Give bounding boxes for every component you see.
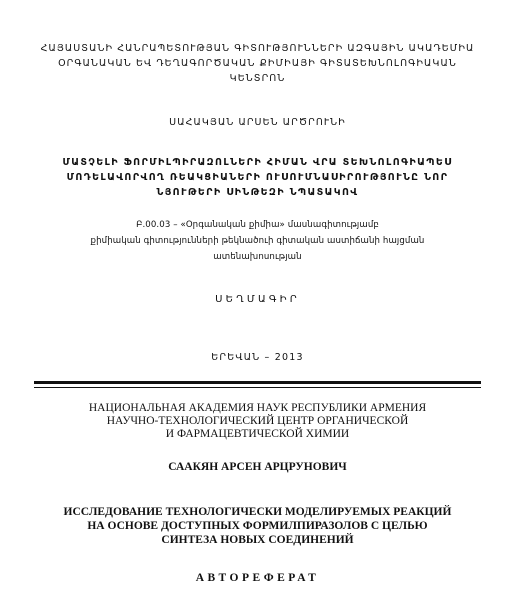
- ru-title-line-1: ИССЛЕДОВАНИЕ ТЕХНОЛОГИЧЕСКИ МОДЕЛИРУЕМЫХ РЕАКЦИЙ: [63, 506, 452, 518]
- divider-thick: [34, 381, 481, 384]
- hy-title-line-2: ՄՈԴԵԼԱՎՈՐՎՈՂ ՌԵԱԿՑԻԱՆԵՐԻ ՈՒՍՈՒՄՆԱՍԻՐՈՒԹՅՈՒՆԸ ՆՈՐ: [66, 172, 449, 183]
- ru-author: СААКЯН АРСЕН АРЦРУНОВИЧ: [168, 461, 347, 473]
- hy-specialty-line-3: ատենախոսության: [213, 252, 302, 262]
- ru-doc-type: АВТОРЕФЕРАТ: [195, 572, 320, 584]
- ru-title-line-3: СИНТЕЗА НОВЫХ СОЕДИНЕНИЙ: [161, 534, 354, 546]
- hy-institution-line-1: ՀԱՅԱՍՏԱՆԻ ՀԱՆՐԱՊԵՏՈՒԹՅԱՆ ԳԻՏՈՒԹՅՈՒՆՆԵՐԻ ԱԶԳԱՅԻՆ ԱԿԱԴԵՄԻԱ: [40, 43, 475, 54]
- hy-city-year: ԵՐԵՎԱՆ – 2013: [211, 352, 304, 363]
- hy-title-line-3: ՆՅՈՒԹԵՐԻ ՍԻՆԹԵԶԻ ՆՊԱՏԱԿՈՎ: [156, 187, 359, 198]
- hy-doc-type: ՍԵՂՄԱԳԻՐ: [215, 294, 300, 305]
- hy-specialty-line-1: Բ.00.03 – «Օրգանական քիմիա» մասնագիտությամբ: [136, 220, 379, 230]
- ru-institution-line-1: НАЦИОНАЛЬНАЯ АКАДЕМИЯ НАУК РЕСПУБЛИКИ АРМЕНИЯ: [88, 402, 427, 414]
- hy-specialty-line-2: քիմիական գիտությունների թեկնածուի գիտական աստիճանի հայցման: [90, 236, 425, 246]
- ru-institution-line-2: НАУЧНО-ТЕХНОЛОГИЧЕСКИЙ ЦЕНТР ОРГАНИЧЕСКОЙ: [106, 415, 409, 427]
- ru-institution-line-3: И ФАРМАЦЕВТИЧЕСКОЙ ХИМИИ: [165, 428, 350, 440]
- divider-thin: [34, 387, 481, 388]
- hy-institution-line-2: ՕՐԳԱՆԱԿԱՆ ԵՎ ԴԵՂԱԳՈՐԾԱԿԱՆ ՔԻՄԻԱՅԻ ԳԻՏԱՏԵԽՆՈԼՈԳԻԱԿԱՆ: [58, 58, 457, 69]
- hy-institution-line-3: ԿԵՆՏՐՈՆ: [229, 73, 286, 84]
- ru-title-line-2: НА ОСНОВЕ ДОСТУПНЫХ ФОРМИЛПИРАЗОЛОВ С ЦЕЛЬЮ: [87, 520, 428, 532]
- hy-title-line-1: ՄԱՏՉԵԼԻ ՖՈՐՄԻԼՊԻՐԱԶՈԼՆԵՐԻ ՀԻՄԱՆ ՎՐԱ ՏԵԽՆՈԼՈԳԻԱՊԵՍ: [62, 157, 453, 168]
- hy-author: ՍԱՀԱԿՅԱՆ ԱՐՍԵՆ ԱՐԾՐՈՒՆԻ: [169, 117, 346, 128]
